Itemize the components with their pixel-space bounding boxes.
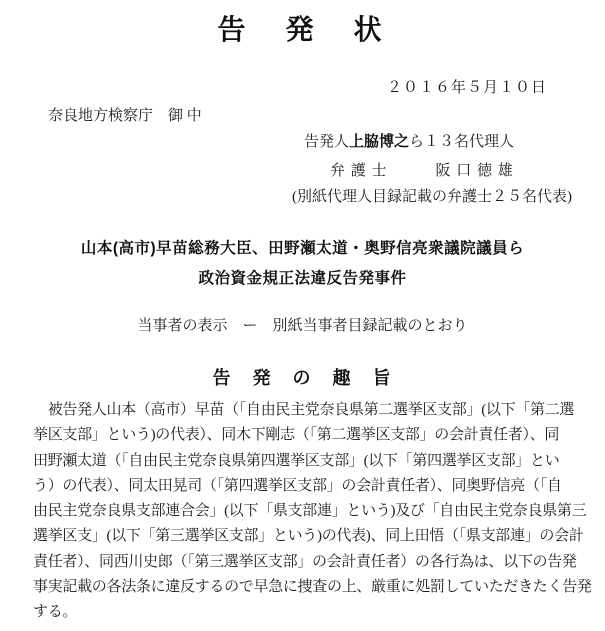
- case-title-line2: 政治資金規正法違反告発事件: [198, 270, 407, 287]
- attorney-representation-note: (別紙代理人目録記載の弁護士２５名代表): [292, 189, 572, 205]
- body-line: 挙区支部」という)の代表）、同木下剛志（「第二選挙区支部」の会計責任者）、同: [33, 427, 560, 444]
- attorney-name-line: 弁 護 士 阪 口 徳 雄: [330, 163, 514, 179]
- complainant-name: 上脇博之: [349, 133, 410, 150]
- body-line: する。: [33, 604, 78, 621]
- document-title: 告 発 状: [217, 14, 388, 45]
- body-line: 責任者）、同西川史郎（「第三選挙区支部」の会計責任者）の各行為は、以下の告発: [33, 553, 577, 570]
- section-heading-purpose: 告 発 の 趣 旨: [212, 368, 393, 388]
- body-line: 由民主党奈良県支部連合会」(以下「県支部連」という)及び「自由民主党奈良県第三: [33, 503, 587, 520]
- complainant-line: [304, 130, 514, 151]
- body-paragraph: [33, 398, 592, 626]
- body-line: 事実記載の各法条に違反するので早急に捜査の上、厳重に処罰していただきたく告発: [33, 579, 592, 596]
- body-line: う）の代表）、同太田晃司（「第四選挙区支部」の会計責任者）、同奥野信亮（「自: [33, 477, 562, 494]
- parties-reference-line: 当事者の表示 ー 別紙当事者目録記載のとおり: [137, 318, 468, 334]
- date-line: ２０１６年５月１０日: [386, 80, 547, 96]
- complainant-prefix: 告発人: [304, 134, 350, 150]
- case-title-line1: 山本(高市)早苗総務大臣、田野瀬太道・奥野信亮衆議院議員ら: [80, 240, 525, 257]
- body-line: 選挙区支」(以下「第三選挙区支部」という)の代表)、同上田悟（「県支部連」の会計: [33, 528, 584, 545]
- complainant-suffix: ら１３名代理人: [409, 134, 515, 150]
- case-title: [0, 234, 605, 294]
- body-line: 田野瀬太道（「自由民主党奈良県第四選挙区支部」(以下「第四選挙区支部」とい: [33, 452, 560, 469]
- body-line: 被告発人山本（高市）早苗（「自由民主党奈良県第二選挙区支部」(以下「第二選: [33, 402, 575, 418]
- addressee-line: 奈良地方検察庁 御 中: [48, 108, 202, 124]
